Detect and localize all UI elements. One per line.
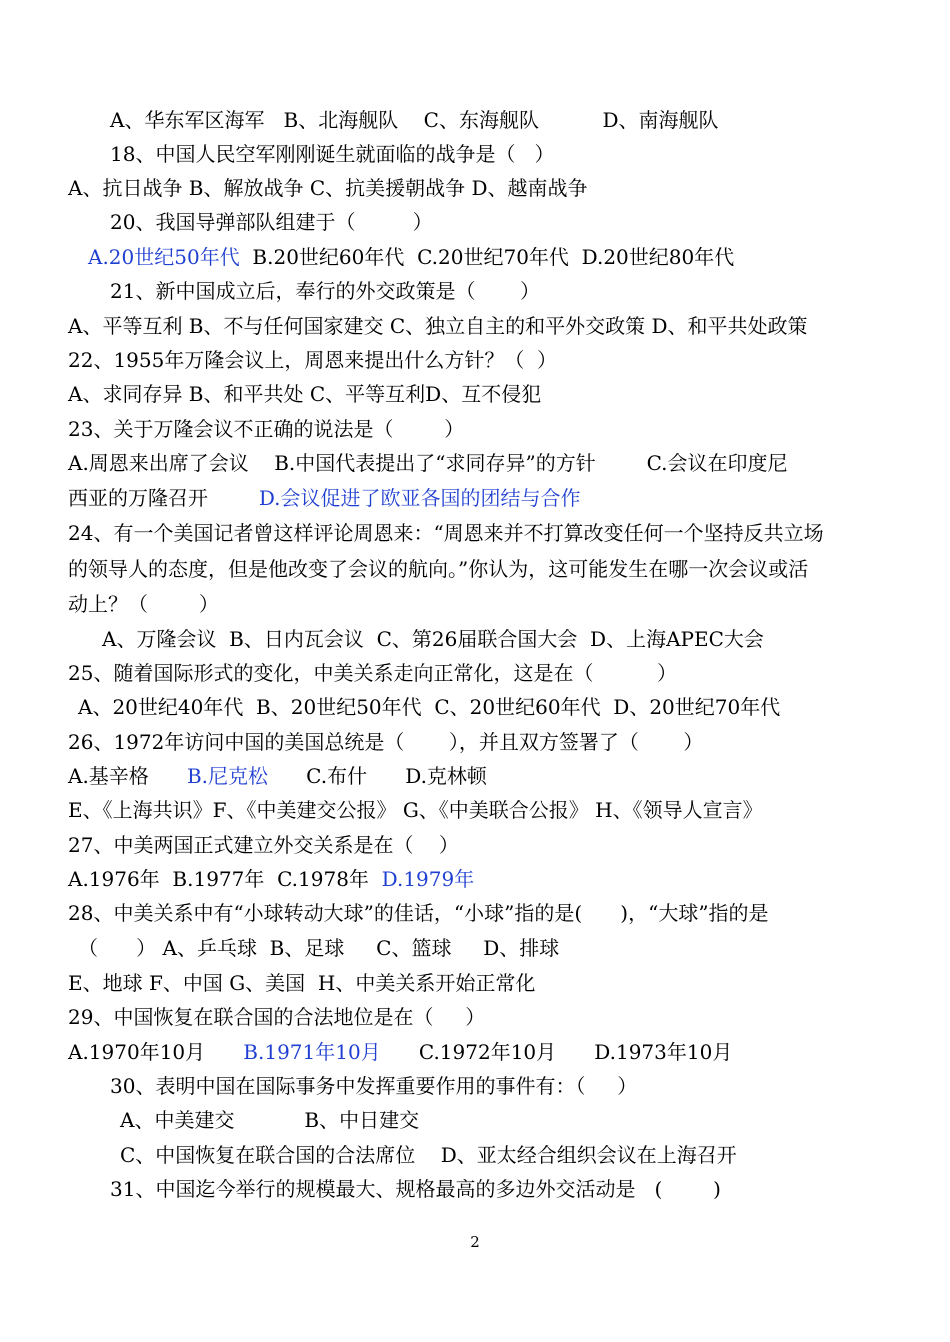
text-segment: 28、中美关系中有“小球转动大球”的佳话，“小球”指的是( )，“大球”指的是 (68, 901, 769, 925)
text-segment: A.基辛格 (68, 764, 187, 788)
text-line (68, 555, 808, 583)
text-line (68, 969, 535, 997)
text-segment: C.布什 D.克林顿 (268, 764, 487, 788)
text-line (68, 1003, 485, 1031)
text-line (120, 1106, 419, 1134)
text-line (110, 1072, 637, 1100)
text-line (68, 899, 769, 927)
text-segment: A、中美建交 B、中日建交 (120, 1108, 420, 1132)
text-segment: 29、中国恢复在联合国的合法地位是在（ ） (68, 1005, 486, 1029)
answer-highlight: B.尼克松 (186, 764, 269, 788)
text-segment: 24、有一个美国记者曾这样评论周恩来：“周恩来并不打算改变任何一个坚持反共立场 (68, 521, 824, 545)
text-line (68, 659, 677, 687)
text-segment: 动上？（ ） (68, 592, 219, 616)
text-line (110, 277, 540, 305)
text-line (68, 865, 474, 893)
answer-highlight: A.20世纪50年代 (88, 245, 240, 269)
text-line (68, 590, 219, 618)
text-segment: 25、随着国际形式的变化，中美关系走向正常化，这是在（ ） (68, 661, 678, 685)
text-segment: A.1970年10月 (68, 1040, 244, 1064)
text-line (68, 796, 763, 824)
text-line (78, 934, 559, 962)
text-line (68, 312, 808, 340)
text-line (110, 208, 433, 236)
text-line (102, 625, 764, 653)
text-line (68, 484, 581, 512)
text-line (68, 449, 788, 477)
text-segment: A、20世纪40年代 B、20世纪50年代 C、20世纪60年代 D、20世纪70年代 (78, 695, 781, 719)
text-segment: E、《上海共识》F、《中美建交公报》 G、《中美联合公报》 H、《领导人宣言》 (68, 798, 763, 822)
text-line (88, 243, 734, 271)
text-line (68, 346, 557, 374)
text-segment: A、抗日战争 B、解放战争 C、抗美援朝战争 D、越南战争 (68, 176, 588, 200)
text-segment: 31、中国迄今举行的规模最大、规格最高的多边外交活动是 ( ) (110, 1177, 721, 1201)
text-segment: B.20世纪60年代 C.20世纪70年代 D.20世纪80年代 (239, 245, 735, 269)
text-segment: C、中国恢复在联合国的合法席位 D、亚太经合组织会议在上海召开 (120, 1143, 737, 1167)
text-segment: C.1972年10月 D.1973年10月 (380, 1040, 733, 1064)
text-segment: E、地球 F、中国 G、美国 H、中美关系开始正常化 (68, 971, 536, 995)
text-line (68, 174, 588, 202)
text-line (68, 519, 824, 547)
text-segment: （ ） A、乒乓球 B、足球 C、篮球 D、排球 (78, 936, 560, 960)
text-segment: A、华东军区海军 B、北海舰队 C、东海舰队 D、南海舰队 (110, 108, 719, 132)
text-line (68, 1038, 732, 1066)
text-segment: A.周恩来出席了会议 B.中国代表提出了“求同存异”的方针 C.会议在印度尼 (68, 451, 788, 475)
text-segment: 23、关于万隆会议不正确的说法是（ ） (68, 417, 465, 441)
text-line (68, 380, 541, 408)
answer-highlight: B.1971年10月 (243, 1040, 381, 1064)
text-line (110, 106, 719, 134)
text-segment: 的领导人的态度，但是他改变了会议的航向。”你认为，这可能发生在哪一次会议或活 (68, 557, 809, 581)
text-segment: 26、1972年访问中国的美国总统是（ ），并且双方签署了（ ） (68, 730, 704, 754)
page-number: 2 (470, 1233, 480, 1251)
text-segment: 20、我国导弹部队组建于（ ） (110, 210, 433, 234)
text-segment: A.1976年 B.1977年 C.1978年 (68, 867, 382, 891)
text-line (68, 831, 459, 859)
text-segment: 22、1955年万隆会议上，周恩来提出什么方针？（ ） (68, 348, 558, 372)
text-line (110, 140, 555, 168)
text-segment: 西亚的万隆召开 (68, 486, 259, 510)
text-line (110, 1175, 721, 1203)
text-segment: 27、中美两国正式建立外交关系是在（ ） (68, 833, 459, 857)
answer-highlight: D.会议促进了欧亚各国的团结与合作 (258, 486, 581, 510)
text-segment: A、求同存异 B、和平共处 C、平等互利D、互不侵犯 (68, 382, 542, 406)
text-segment: 30、表明中国在国际事务中发挥重要作用的事件有：（ ） (110, 1074, 638, 1098)
text-line (68, 415, 464, 443)
text-segment: 18、中国人民空军刚刚诞生就面临的战争是（ ） (110, 142, 555, 166)
text-line (78, 693, 780, 721)
text-line (68, 728, 703, 756)
text-segment: A、平等互利 B、不与任何国家建交 C、独立自主的和平外交政策 D、和平共处政策 (68, 314, 808, 338)
text-segment: A、万隆会议 B、日内瓦会议 C、第26届联合国大会 D、上海APEC大会 (102, 627, 764, 651)
answer-highlight: D.1979年 (381, 867, 475, 891)
text-line (68, 762, 487, 790)
text-line (120, 1141, 737, 1169)
text-segment: 21、新中国成立后，奉行的外交政策是（ ） (110, 279, 540, 303)
